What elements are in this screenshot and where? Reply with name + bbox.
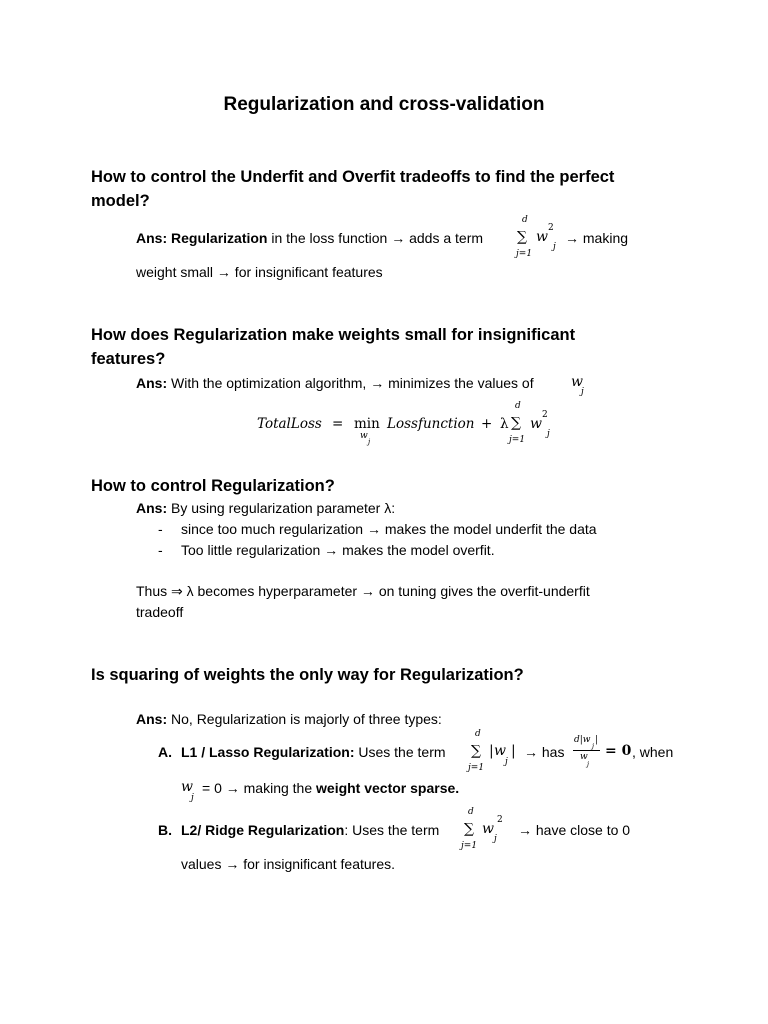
lambda-symbol: λ	[500, 416, 509, 432]
square-exponent: 2	[548, 223, 554, 233]
min-subscript-w: w	[360, 431, 368, 441]
weight-subscript: j	[553, 242, 556, 252]
weight-subscript: j	[581, 387, 584, 397]
l1-line-2	[202, 780, 459, 796]
equals-sign: =	[332, 416, 344, 432]
weight-subscript: j	[547, 429, 550, 439]
total-loss-symbol: TotalLoss	[257, 416, 322, 432]
bullet-marker: -	[158, 542, 163, 558]
square-exponent: 2	[542, 410, 548, 420]
sum-upper-limit: d	[475, 729, 481, 739]
bullet-item-1: since too much regularization → makes the model underfit the data	[181, 521, 597, 537]
l1-line-1	[181, 744, 446, 760]
l2-line-1	[181, 822, 439, 838]
weight-symbol: w	[482, 821, 494, 837]
sum-symbol: ∑	[464, 821, 474, 837]
min-operator: min	[354, 416, 380, 432]
l1-uses-term: Uses the term	[358, 744, 446, 760]
weight-subscript: j	[494, 834, 497, 844]
sum-upper-limit: d	[515, 401, 521, 411]
sum-upper-limit: d	[468, 807, 474, 817]
fraction-denominator-subscript: j	[587, 760, 590, 768]
section-3-text: By using regularization parameter λ:	[171, 500, 396, 516]
section-4-text: No, Regularization is majorly of three types:	[171, 711, 442, 727]
regularization-term: Regularization	[171, 230, 268, 246]
abs-bar-close: |	[511, 743, 516, 759]
weight-subscript: j	[505, 757, 508, 767]
weight-symbol: w	[181, 779, 193, 795]
list-marker-b: B.	[158, 822, 172, 838]
weight-symbol: w	[530, 416, 542, 432]
min-subscript-j: j	[368, 438, 371, 446]
answer-label: Ans:	[136, 711, 168, 727]
section-4-heading: Is squaring of weights the only way for Regularization?	[91, 666, 524, 684]
answer-label: Ans:	[136, 500, 168, 516]
bullet-marker: -	[158, 521, 163, 537]
weight-symbol: w	[536, 229, 548, 245]
sum-upper-limit: d	[522, 215, 528, 225]
fraction-numerator: d|w	[574, 735, 591, 745]
weight-symbol: w	[494, 743, 506, 759]
l1-when: , when	[632, 744, 674, 760]
l1-zero-text: = 0 → making the	[202, 780, 313, 796]
weight-symbol: w	[571, 374, 583, 390]
sum-lower-limit: j=1	[461, 841, 478, 851]
bullet-item-2: Too little regularization → makes the model overfit.	[181, 542, 495, 558]
loss-function-symbol: Lossfunction	[387, 416, 475, 432]
section-2-answer-line	[136, 375, 534, 391]
section-1-arrow-text: → making	[565, 230, 629, 246]
l1-label: L1 / Lasso Regularization:	[181, 744, 355, 760]
weight-subscript: j	[191, 793, 194, 803]
section-1-heading-line-1: How to control the Underfit and Overfit tradeoffs to find the perfect	[91, 168, 615, 186]
abs-bar-open: |	[489, 743, 494, 759]
equals-zero: = 0	[605, 743, 632, 759]
page-title: Regularization and cross-validation	[223, 94, 545, 115]
sum-lower-limit: j=1	[516, 249, 533, 259]
section-3-heading: How to control Regularization?	[91, 477, 335, 495]
l1-sparse-text: weight vector sparse.	[316, 780, 460, 796]
l1-has: → has	[524, 744, 565, 760]
section-1-text-line-2: weight small → for insignificant features	[136, 264, 383, 280]
list-marker-a: A.	[158, 744, 172, 760]
sum-symbol: ∑	[471, 743, 481, 759]
section-1-answer-line	[136, 230, 483, 246]
answer-label: Ans:	[136, 375, 168, 391]
section-2-heading-line-2: features?	[91, 350, 166, 368]
section-4-answer-line	[136, 711, 442, 727]
fraction-denominator: w	[580, 752, 588, 762]
section-3-thus-line-1: Thus ⇒ λ becomes hyperparameter → on tuning gives the overfit-underfit	[136, 583, 590, 599]
sum-symbol: ∑	[511, 415, 521, 431]
l2-arrow-text: → have close to 0	[518, 822, 631, 838]
section-1-heading-line-2: model?	[91, 192, 150, 210]
section-2-text: With the optimization algorithm, → minimizes the values of	[171, 375, 534, 391]
sum-lower-limit: j=1	[468, 763, 485, 773]
fraction-numerator-subscript: j	[592, 742, 595, 750]
fraction-bar	[573, 750, 600, 751]
sum-lower-limit: j=1	[509, 435, 526, 445]
l2-label: L2/ Ridge Regularization	[181, 822, 345, 838]
l2-uses-term: : Uses the term	[344, 822, 440, 838]
section-2-heading-line-1: How does Regularization make weights small for insignificant	[91, 326, 576, 344]
section-1-text: in the loss function → adds a term	[271, 230, 484, 246]
l2-line-2: values → for insignificant features.	[181, 856, 395, 872]
answer-label: Ans:	[136, 230, 168, 246]
sum-symbol: ∑	[517, 229, 527, 245]
fraction-numerator-close: |	[595, 735, 599, 745]
section-3-thus-line-2: tradeoff	[136, 604, 184, 620]
square-exponent: 2	[497, 815, 503, 825]
plus-sign: +	[481, 416, 493, 432]
section-3-answer-line	[136, 500, 395, 516]
